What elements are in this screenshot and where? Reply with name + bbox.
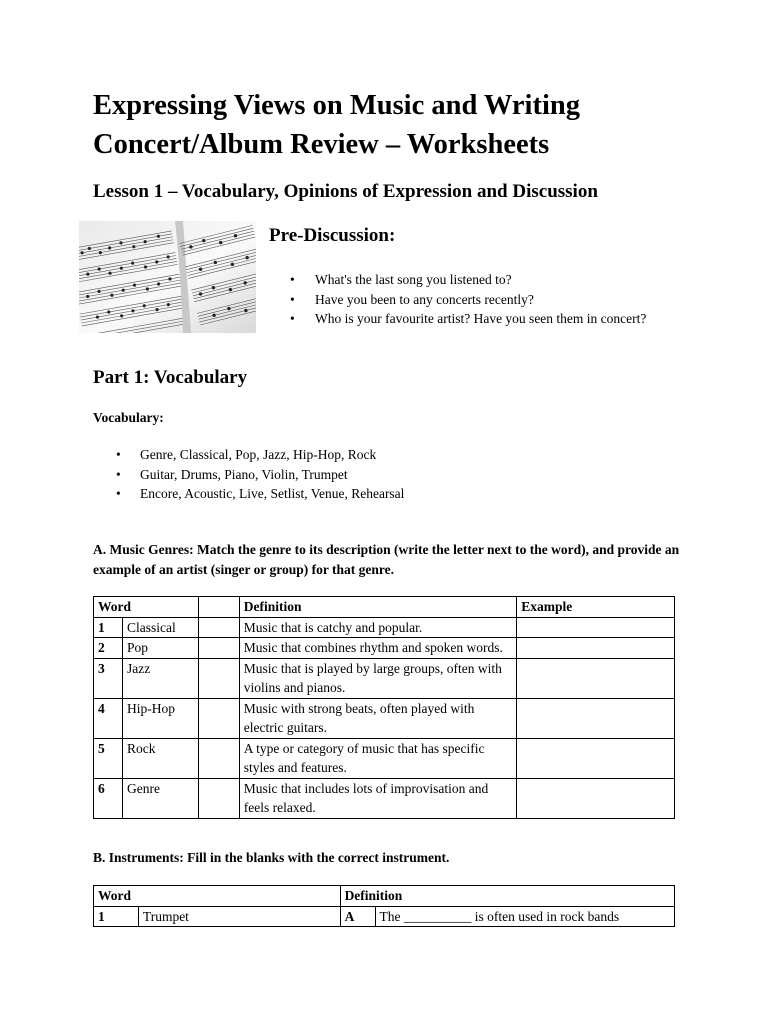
row-definition: Music that includes lots of improvisation and feels relaxed.: [239, 778, 516, 818]
row-word: Jazz: [122, 658, 198, 698]
row-definition: The __________ is often used in rock bands: [375, 906, 674, 927]
answer-letter-cell[interactable]: [198, 638, 239, 659]
list-item: • Encore, Acoustic, Live, Setlist, Venue, Rehearsal: [116, 484, 536, 504]
sheet-music-icon: [79, 221, 256, 333]
header-word: Word: [94, 597, 199, 618]
header-blank: [198, 597, 239, 618]
row-definition: Music that combines rhythm and spoken words.: [239, 638, 516, 659]
row-number: 5: [94, 738, 123, 778]
pre-discussion-list: [290, 270, 660, 329]
answer-letter-cell[interactable]: [198, 698, 239, 738]
example-cell[interactable]: [517, 698, 675, 738]
example-cell[interactable]: [517, 658, 675, 698]
row-letter: A: [340, 906, 375, 927]
instrument-table: [93, 885, 675, 927]
row-number: 3: [94, 658, 123, 698]
table-row: [94, 617, 675, 638]
row-word: Classical: [122, 617, 198, 638]
table-header-row: [94, 597, 675, 618]
row-number: 1: [94, 617, 123, 638]
row-word: Genre: [122, 778, 198, 818]
table-row: [94, 906, 675, 927]
table-row: [94, 778, 675, 818]
example-cell[interactable]: [517, 638, 675, 659]
list-item: • Who is your favourite artist? Have you seen them in concert?: [290, 309, 660, 329]
example-cell[interactable]: [517, 778, 675, 818]
example-cell[interactable]: [517, 617, 675, 638]
row-word: Hip-Hop: [122, 698, 198, 738]
row-word: Rock: [122, 738, 198, 778]
answer-letter-cell[interactable]: [198, 778, 239, 818]
answer-letter-cell[interactable]: [198, 738, 239, 778]
vocabulary-list: [116, 445, 536, 504]
row-number: 1: [94, 906, 139, 927]
section-b-instruction: B. Instruments: Fill in the blanks with the correct instrument.: [93, 850, 450, 865]
header-word: Word: [94, 886, 341, 907]
row-number: 2: [94, 638, 123, 659]
table-row: [94, 738, 675, 778]
header-example: Example: [517, 597, 675, 618]
table-row: [94, 658, 675, 698]
row-number: 4: [94, 698, 123, 738]
table-row: [94, 638, 675, 659]
genre-table: [93, 596, 675, 819]
row-word: Trumpet: [138, 906, 340, 927]
title-line-1: Expressing Views on Music and Writing: [93, 90, 580, 121]
row-definition: Music that is catchy and popular.: [239, 617, 516, 638]
row-definition: A type or category of music that has specific styles and features.: [239, 738, 516, 778]
vocabulary-label: Vocabulary:: [93, 410, 164, 425]
header-definition: Definition: [239, 597, 516, 618]
example-cell[interactable]: [517, 738, 675, 778]
answer-letter-cell[interactable]: [198, 617, 239, 638]
table-header-row: [94, 886, 675, 907]
pre-discussion-heading: Pre-Discussion:: [269, 225, 396, 246]
sheet-music-image: [79, 221, 256, 333]
answer-letter-cell[interactable]: [198, 658, 239, 698]
worksheet-title: [93, 86, 713, 164]
row-number: 6: [94, 778, 123, 818]
section-a-instruction: A. Music Genres: Match the genre to its description (write the letter next to the word), and provide an example of an artist (singer or group) for that genre.: [93, 542, 680, 577]
list-item: • Genre, Classical, Pop, Jazz, Hip-Hop, Rock: [116, 445, 536, 465]
table-row: [94, 698, 675, 738]
row-word: Pop: [122, 638, 198, 659]
row-definition: Music with strong beats, often played with electric guitars.: [239, 698, 516, 738]
row-definition: Music that is played by large groups, often with violins and pianos.: [239, 658, 516, 698]
part1-heading: Part 1: Vocabulary: [93, 367, 248, 388]
lesson-heading: Lesson 1 – Vocabulary, Opinions of Expression and Discussion: [93, 181, 598, 202]
list-item: • Guitar, Drums, Piano, Violin, Trumpet: [116, 465, 536, 485]
header-definition: Definition: [340, 886, 674, 907]
list-item: • Have you been to any concerts recently?: [290, 290, 660, 310]
list-item: • What's the last song you listened to?: [290, 270, 660, 290]
title-line-2: Concert/Album Review – Worksheets: [93, 129, 550, 160]
